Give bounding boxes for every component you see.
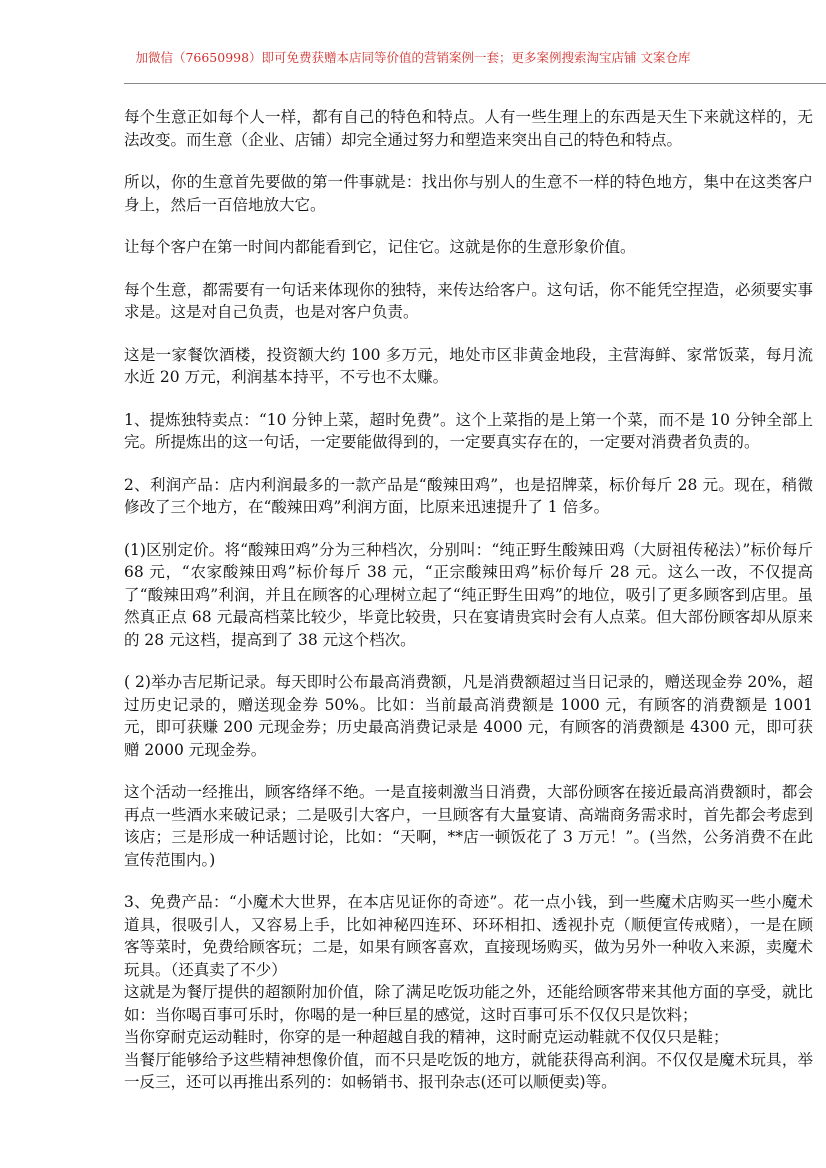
paragraph-5: 这是一家餐饮酒楼，投资额大约 100 多万元，地处市区非黄金地段，主营海鲜、家常饭菜，每月流水近 20 万元，利润基本持平，不亏也不太赚。: [124, 345, 813, 386]
document-body: [124, 106, 813, 1094]
added-value-line-2: 当你穿耐克运动鞋时，你穿的是一种超越自我的精神，这时耐克运动鞋就不仅仅只是鞋；: [124, 1028, 729, 1046]
paragraph-unique-selling-point: 1、提炼独特卖点：“10 分钟上菜，超时免费”。这个上菜指的是上第一个菜，而不是 10 分钟全部上完。所提炼出的这一句话，一定要能做得到的，一定要真实存在的，一定要对消费者负责的。: [124, 410, 813, 451]
paragraph-free-product: 3、免费产品：“小魔术大世界，在本店见证你的奇迹”。花一点小钱，到一些魔术店购买一些小魔术道具，很吸引人，又容易上手，比如神秘四连环、环环相扣、透视扑克（顺便宣传戒赌），一是在顾客等菜时，免费给顾客玩；二是，如果有顾客喜欢，直接现场购买，做为另外一种收入来源，卖魔术玩具。（还真卖了不少）: [124, 893, 813, 979]
paragraph-1: 每个生意正如每个人一样，都有自己的特色和特点。人有一些生理上的东西是天生下来就这样的，无法改变。而生意（企业、店铺）却完全通过努力和塑造来突出自己的特色和特点。: [124, 108, 813, 149]
paragraph-added-value: [124, 981, 813, 1094]
paragraph-3: 让每个客户在第一时间内都能看到它，记住它。这就是你的生意形象价值。: [124, 238, 636, 256]
paragraph-profit-product: 2、利润产品：店内利润最多的一款产品是“酸辣田鸡”，也是招牌菜，标价每斤 28 元。现在，稍微修改了三个地方，在“酸辣田鸡”利润方面，比原来迅速提升了 1 倍多。: [124, 475, 813, 516]
promo-header: 加微信（76650998）即可免费获赠本店同等价值的营销案例一套；更多案例搜索淘宝店铺 文案仓库: [135, 50, 691, 65]
header-divider: [124, 83, 826, 84]
paragraph-event-results: 这个活动一经推出，顾客络绎不绝。一是直接刺激当日消费，大部份顾客在接近最高消费额时，都会再点一些酒水来破记录；二是吸引大客户，一旦顾客有大量宴请、高端商务需求时，首先都会考虑到该店；三是形成一种话题讨论，比如：“天啊，**店一顿饭花了 3 万元！”。(当然，公务消费不在此宣传范围内。): [124, 783, 813, 869]
added-value-line-3: 当餐厅能够给予这些精神想像价值，而不只是吃饭的地方，就能获得高利润。不仅仅是魔术玩具，举一反三，还可以再推出系列的：如畅销书、报刊杂志(还可以顺便卖)等。: [124, 1050, 813, 1091]
paragraph-4: 每个生意，都需要有一句话来体现你的独特，来传达给客户。这句话，你不能凭空捏造，必须要实事求是。这是对自己负责，也是对客户负责。: [124, 280, 813, 321]
paragraph-2: 所以，你的生意首先要做的第一件事就是：找出你与别人的生意不一样的特色地方，集中在这类客户身上，然后一百倍地放大它。: [124, 173, 813, 214]
added-value-line-1: 这就是为餐厅提供的超额附加价值，除了满足吃饭功能之外，还能给顾客带来其他方面的享受，就比如：当你喝百事可乐时，你喝的是一种巨星的感觉，这时百事可乐不仅仅只是饮料；: [124, 983, 813, 1024]
paragraph-tiered-pricing: (1)区别定价。将“酸辣田鸡”分为三种档次，分别叫：“纯正野生酸辣田鸡（大厨祖传秘法）”标价每斤 68 元，“农家酸辣田鸡”标价每斤 38 元，“正宗酸辣田鸡”标价每斤 28 元。这么一改，不仅提高了“酸辣田鸡”利润，并且在顾客的心理树立起了“纯正野生田鸡”的地位，吸引了更多顾客到店里。虽然真正点 68 元最高档菜比较少，毕竟比较贵，只在宴请贵宾时会有人点菜。但大部份顾客却从原来的 28 元这档，提高到了 38 元这个档次。: [124, 540, 813, 649]
paragraph-record-event: ( 2)举办吉尼斯记录。每天即时公布最高消费额，凡是消费额超过当日记录的，赠送现金券 20%，超过历史记录的，赠送现金券 50%。比如：当前最高消费额是 1000 元，有顾客的消费额是 1001 元，即可获赚 200 元现金券；历史最高消费记录是 4000 元，有顾客的消费额是 4300 元，即可获赠 2000 元现金券。: [124, 673, 813, 759]
